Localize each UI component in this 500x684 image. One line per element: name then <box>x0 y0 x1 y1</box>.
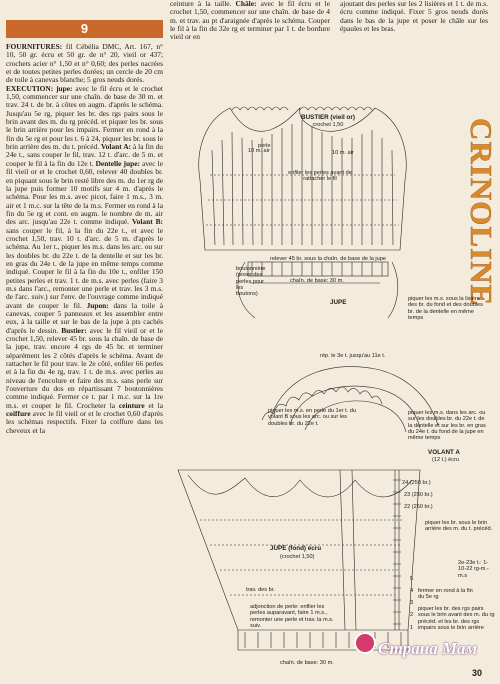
releve-label: relever 45 br. sous la chaîn. de base de la jupe <box>270 256 386 262</box>
volant-b-text: sans couper le fil, à la fin du 22e t., et avec le crochet 1,50, trav. 10 t. d'arc. de 5 m. d'après le schéma. Au 1er t., piquer les m.s. dans les arc. ou sur les doubles br. du 22e t. de la dentelle et sur les br. en gras du 24e t. de la jupe en même temps comme indiqué. Couper le fil à la fin du 10e t., enfiler 150 petites perles et trav. 1 t. de m.s. avec perles (faire 3 m.s dans l'arc., remonter une perle et trav. les 3 m.s. de l'arc. suiv.) sur l'env. de l'ouvrage comme indiqué avant de couper le fil. <box>6 225 163 310</box>
coiffure-text: avec le fil vieil or et le crochet 0,60 d'après les schémas respectifs. Fixer la coiffure dans les cheveux et la <box>6 409 163 435</box>
trav-label: trav. des br. <box>246 587 275 593</box>
chain-base-label-bottom: chaîn. de base: 30 m. <box>280 660 334 666</box>
jupe-fond-subtitle: (crochet 1,50) <box>280 554 315 560</box>
piquer-pairs-label: piquer les br. des rgs pairs sous le brin avant des m. du rg précéd. et les br. des rgs impairs sous le brin arrière <box>418 606 495 631</box>
execution-label: EXECUTION: jupe: <box>6 83 73 93</box>
jupe-chain-band <box>248 262 388 276</box>
piquer-ms-label: piquer les m.s. dans les arc. ou sur les doubles br. du 22e t. de la dentelle et sur les br. en gras du 24e t. du fond de la jupe en même temps <box>408 410 486 442</box>
et-la-text: et la <box>144 400 163 410</box>
perle-label: perle <box>258 143 271 149</box>
jupon-text: dans la toile à canevas, couper 5 panneaux et les assembler entre eux, à la taille et sur le bas de la jupe à pts cachés d'après le dessin. <box>6 300 164 335</box>
row-24-label: 24 (250 br.) <box>402 480 431 486</box>
fournitures-label: FOURNITURES: <box>6 42 63 51</box>
coiffure-label: coiffure <box>6 409 31 419</box>
dentelle-text: avec le fil vieil or et le crochet 0,60, relever 40 doubles br. en piquant sous le brin resté libre des m. du 1er rg de la jupe puis former 10 motifs sur 4 m. d'après le schéma. Pour les m.s. avec picot, faire 1 m.s., 3 m. air et 1 m.c. sur la tête de la m.s. Fermer en rond à la fin du 5e rg et cont. en augm. le nombre de m. air des arc. jusqu'au 22e t. comme indiqué. <box>6 158 163 227</box>
execution-text: avec le fil écru et le crochet 1,50, commencer sur une chaîn. de base de 30 m. et trav. 24 t. de br. à côtes en augm. d'après le schéma. Jusqu'au 5e rg, piquer les br. des rgs pairs sous le brin avant des m. du rg précéd. et piquer les br. sous le brin arrière pour les impairs. Fermer en rond à la fin du 5e rg et pour les t. 6 à 24, piquer les br. sous le brin arrière des m. du t. précéd. <box>6 83 163 152</box>
volant-b-label: Volant B: <box>131 217 163 227</box>
enfiler-label: enfiler les perles avant de rattacher le fil <box>288 170 352 183</box>
band-stitches <box>252 262 382 276</box>
row-4-label: 4 <box>410 588 414 594</box>
stitch-ticks <box>393 480 401 624</box>
chale-intro: ceinture à la taille. <box>170 0 236 8</box>
piquer-brin-label: piquer les br. sous le brin arrière des m. du t. précéd. <box>425 520 493 533</box>
row-3-label: 3 <box>410 600 414 606</box>
dentelle-wave <box>188 475 412 497</box>
volant-a-subtitle: (12 t.) écru <box>432 457 460 463</box>
volant-a-label: Volant A: <box>101 142 132 152</box>
bustier-subtitle: crochet 1,50 <box>312 122 344 128</box>
fermer-label: fermer en rond à la fin du 5e rg <box>418 588 473 601</box>
crinoline-title: CRINOLINE <box>464 118 499 307</box>
volant-a-title: VOLANT A <box>428 449 460 456</box>
watermark-logo-icon <box>354 632 376 654</box>
ceinture-label: ceinture <box>118 400 145 410</box>
jupe-fond-title: JUPE (fond) écru <box>270 545 322 552</box>
piquer-lisiere-label: piquer les m.s. sous la lisière des br. du fond et des doubles br. de la dentelle en même temps <box>408 296 483 321</box>
ten-m-air-label-2: 10 m. air <box>332 150 354 156</box>
rep-label: rép. le 3e t. jusqu'au 11e t. <box>320 353 386 359</box>
chale-text: avec le fil écru et le crochet 1,50, commencer sur une chaîn. de base de 4 m. et trav. au pt d'araignée d'après le schéma. Couper le fil à la fin du 32e rg et terminer par 1 t. de bordure vieil or en <box>170 0 330 42</box>
row-5-label: 5 <box>410 576 414 582</box>
bustier-text: avec le fil vieil or et le crochet 1,50, relever 45 br. sous la chaîn. de base de la jupe, trav. encore 4 rgs de 45 br. et terminer séparément les 2 côtés d'après le schéma. Avant de rattacher le fil pour trav. le 2e côté, enfiler 66 perles et à la fin du 4e rg, trav. 1 t. de m.s. avec perles au niveau de l'encolure et faire des m.s. sans perle sur l'ouverture du dos en répartissant 7 boutonnières comme indiqué. Fermer ce t. par 1 m.c. sur la 1re m.s. et couper le fil. Crocheter la <box>6 325 163 410</box>
dentelle-label: Dentelle jupe: <box>95 158 140 168</box>
finishing-paragraph: ajoutant des perles sur les 2 lisières et 1 t. de m.s. écru comme indiqué. Fixer 5 gros neuds dorés dans le bas de la jupe et poser le châle sur les épaules et les bras. <box>340 0 488 33</box>
section-number-badge: 9 <box>6 20 163 38</box>
volant-a-text: à la fin du 24e t., sans couper le fil, trav. 12 t. d'arc. de 5 m. et couper le fil à la fin du 12e t. <box>6 142 163 168</box>
jupe-side-seam <box>340 470 356 630</box>
boutonniere-label: boutonnière (poser des perles pour les boutons) <box>236 266 266 298</box>
piquer-volant-b-label: piquer les m.s. en perle du 1er t. du volant B sous les arc. ou sur les doubles br. du 22e t. <box>268 408 356 427</box>
row-1-label: 1 <box>410 625 414 631</box>
chain-base-label-top: chaîn. de base: 30 m. <box>290 278 344 284</box>
bustier-label: Bustier: <box>61 325 87 335</box>
bustier-picots <box>232 107 372 110</box>
row-2-label: 2 <box>410 612 414 618</box>
fournitures-text: fil Cébélia DMC, Art. 167, n° 10, 50 gr. écru et 50 gr. de n° 20, vieil or 437; crochets acier n° 1,50 et n° 0,60; des perles nacrées et de toutes petites perles dorées; un cercle de 20 cm de toile à canevas blanche; 5 gros neuds dorés. <box>6 42 163 85</box>
page-number: 30 <box>472 668 483 678</box>
adjonction-label: adjonction de perle: enfiler les perles auparavant, faire 1 m.s., remonter une perle et trav. la m.s. suiv. <box>250 604 334 629</box>
ten-m-air-label-1: 10 m. air <box>248 148 270 154</box>
row-23-label: 23 (250 br.) <box>404 492 433 498</box>
bustier-title: BUSTIER (vieil or) <box>301 114 355 121</box>
jupon-label: Jupon: <box>86 300 109 310</box>
row-22-label: 22 (250 br.) <box>404 504 433 510</box>
jupe-label-top: JUPE <box>330 299 347 306</box>
bustier-diagram <box>199 107 407 318</box>
chale-label: Châle: <box>235 0 257 8</box>
watermark-text: Страна Мам <box>378 639 478 658</box>
rg-note-label: 2e-23e t.: 1-10-22 rg-m.-m.s <box>458 560 489 579</box>
